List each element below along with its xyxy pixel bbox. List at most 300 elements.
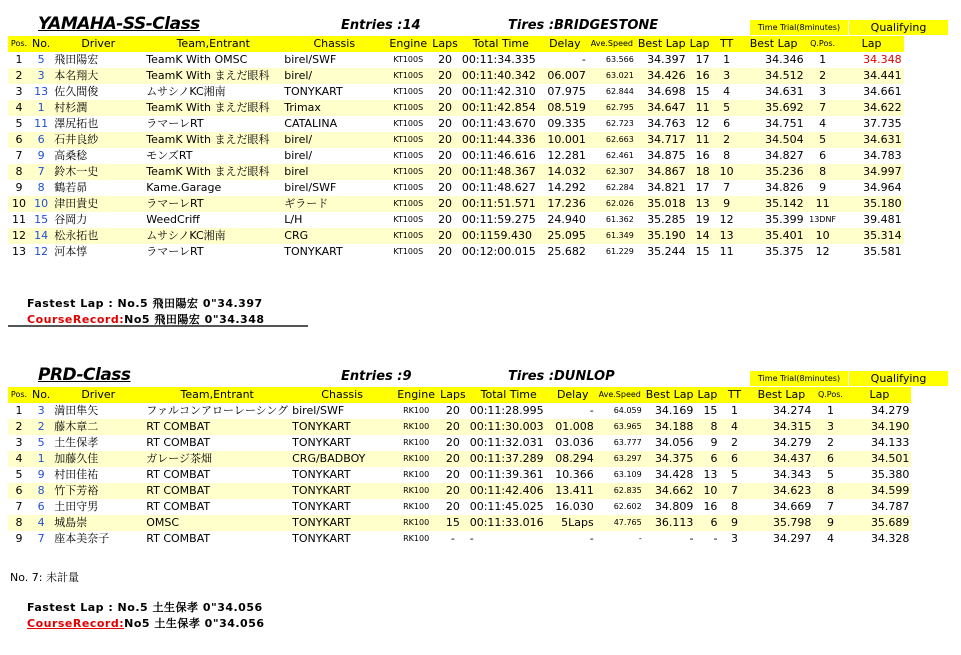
cell-no: 15	[34, 213, 49, 226]
cell-engine: KT100S	[393, 151, 424, 160]
cell-no: 8	[37, 181, 45, 194]
cell-pos: 6	[8, 132, 30, 148]
cell-ave-speed: 62.835	[596, 483, 644, 499]
cell-driver: 土田守男	[54, 500, 99, 513]
cell-engine: KT100S	[393, 55, 424, 64]
cell-lap: 16	[688, 68, 712, 84]
cell-q-pos: 3	[813, 419, 847, 435]
cell-no: 9	[37, 149, 45, 162]
table-row	[8, 515, 911, 531]
cell-lap: 18	[688, 164, 712, 180]
cell-q-pos: 2	[826, 436, 834, 449]
cell-team: TeamK With まえだ眼科	[144, 132, 282, 148]
cell-delay: 08.519	[542, 100, 588, 116]
cell-total-time: 00:11:34.335	[461, 53, 536, 66]
header-driver: Driver	[52, 387, 144, 403]
cell-tt: 1	[730, 404, 738, 417]
cell-engine: RK100	[403, 502, 430, 511]
cell-tt-best-lap: 34.279	[772, 436, 812, 449]
cell-driver: 松永拓也	[52, 228, 144, 244]
cell-team: ガレージ茶畑	[144, 451, 290, 467]
cell-q-pos: 13DNF	[809, 215, 837, 224]
cell-ave-speed: 47.765	[596, 515, 644, 531]
cell-tt: 4	[719, 419, 749, 435]
cell-delay: 07.975	[547, 85, 586, 98]
cell-team: モンズRT	[146, 149, 193, 162]
cell-chassis: birel/SWF	[284, 181, 337, 194]
cell-driver: 鶴若昴	[54, 181, 88, 194]
header-chassis: Chassis	[282, 36, 386, 52]
cell-tt: 6	[719, 451, 749, 467]
table-row	[8, 228, 904, 244]
cell-laps: 20	[430, 68, 460, 84]
cell-ave-speed: 63.566	[605, 55, 634, 64]
header-best-lap: Best Lap	[637, 37, 686, 50]
cell-best-lap: 34.397	[647, 53, 686, 66]
cell-engine: RK100	[394, 483, 438, 499]
header-pos: Pos.	[8, 36, 30, 52]
cell-total-time: 00:11:32.031	[469, 436, 544, 449]
cell-q-pos: 4	[819, 117, 827, 130]
cell-lap: 15	[703, 404, 718, 417]
header-pos: Pos.	[8, 387, 30, 403]
cell-delay: 14.032	[542, 164, 588, 180]
cell-best-lap: -	[689, 532, 694, 545]
cell-no: 1	[30, 451, 52, 467]
cell-lap: 15	[695, 85, 710, 98]
cell-q-lap: 34.661	[863, 85, 902, 98]
cell-ave-speed: 62.602	[613, 502, 642, 511]
cell-no: 3	[37, 404, 45, 417]
cell-team: RT COMBAT	[146, 468, 211, 481]
cell-delay: -	[589, 532, 594, 545]
cell-best-lap: 35.285	[647, 213, 686, 226]
header-best-lap: Best Lap	[645, 388, 694, 401]
prd-entries: Entries :9	[341, 369, 412, 384]
table-row	[8, 100, 904, 116]
cell-pos: 5	[15, 117, 23, 130]
cell-chassis: TONYKART	[290, 515, 394, 531]
cell-best-lap: 34.375	[644, 451, 696, 467]
cell-tt-best-lap: 34.751	[765, 117, 804, 130]
cell-pos: 5	[15, 468, 23, 481]
cell-driver: 土生保孝	[54, 436, 99, 449]
cell-lap: 17	[695, 53, 710, 66]
table-row	[8, 180, 904, 196]
cell-laps: 20	[438, 451, 468, 467]
cell-q-pos: 6	[819, 149, 827, 162]
cell-pos: 2	[8, 68, 30, 84]
table-row	[8, 132, 904, 148]
cell-tt: 2	[730, 436, 738, 449]
cell-laps: 20	[430, 196, 460, 212]
cell-driver: 座本美奈子	[54, 532, 110, 545]
header-engine: Engine	[386, 36, 430, 52]
cell-driver: 澤尻拓也	[54, 117, 99, 130]
ss-fastest-lap: Fastest Lap : No.5 飛田陽宏 0"34.397	[27, 297, 263, 310]
cell-best-lap: 35.244	[647, 245, 686, 258]
cell-driver: 谷岡力	[54, 213, 88, 226]
cell-engine: KT100S	[386, 164, 430, 180]
cell-laps: 20	[430, 100, 460, 116]
cell-ave-speed: 63.109	[613, 470, 642, 479]
header-chassis: Chassis	[290, 387, 394, 403]
cell-pos: 1	[15, 53, 23, 66]
cell-laps: 20	[438, 181, 453, 194]
cell-pos: 11	[12, 213, 26, 226]
cell-tt-best-lap: 34.623	[749, 483, 813, 499]
table-row	[8, 196, 904, 212]
cell-driver: 石井良紗	[52, 132, 144, 148]
cell-tt: 1	[723, 53, 731, 66]
cell-ave-speed: 61.349	[588, 228, 636, 244]
cell-tt-best-lap: 34.826	[765, 181, 804, 194]
cell-pos: 1	[15, 404, 23, 417]
table-row	[8, 68, 904, 84]
cell-lap: -	[713, 532, 718, 545]
cell-best-lap: 34.698	[647, 85, 686, 98]
cell-pos: 2	[8, 419, 30, 435]
header-engine: Engine	[394, 387, 438, 403]
cell-team: TeamK With まえだ眼科	[144, 100, 282, 116]
cell-chassis: TONYKART	[292, 436, 351, 449]
header-ave-speed: Ave.Speed	[588, 36, 636, 52]
cell-tt-best-lap: 35.798	[749, 515, 813, 531]
cell-driver: 高桑稔	[54, 149, 88, 162]
cell-pos: 8	[8, 515, 30, 531]
cell-engine: RK100	[403, 438, 430, 447]
prd-results-table	[8, 387, 911, 547]
cell-delay: -	[589, 404, 594, 417]
cell-delay: 24.940	[547, 213, 586, 226]
cell-no: 11	[34, 117, 49, 130]
cell-ave-speed: 62.663	[588, 132, 636, 148]
cell-engine: KT100S	[386, 68, 430, 84]
cell-team: TeamK With まえだ眼科	[144, 164, 282, 180]
cell-tt: 7	[723, 181, 731, 194]
cell-tt-best-lap: 34.631	[765, 85, 804, 98]
cell-q-pos: 9	[819, 181, 827, 194]
cell-tt-best-lap: 35.236	[742, 164, 806, 180]
cell-ave-speed: 64.059	[613, 406, 642, 415]
cell-ave-speed: 62.284	[605, 183, 634, 192]
prd-course-record	[27, 615, 265, 631]
cell-delay: 14.292	[547, 181, 586, 194]
cell-tt-best-lap: 34.315	[749, 419, 813, 435]
cell-chassis: birel	[282, 164, 386, 180]
prd-note: No. 7: 未計量	[10, 571, 79, 584]
header-tt-best-lap: Best Lap	[749, 387, 813, 403]
header-no: No.	[32, 388, 51, 401]
table-row	[8, 419, 911, 435]
cell-delay: 12.281	[547, 149, 586, 162]
cell-best-lap: 34.763	[647, 117, 686, 130]
cell-laps: 20	[445, 468, 460, 481]
cell-chassis: TONYKART	[284, 245, 343, 258]
ss-time-trial-header: Time Trial(8minutes)	[750, 20, 848, 35]
cell-q-lap: 34.599	[847, 483, 911, 499]
cell-chassis: TONYKART	[292, 468, 351, 481]
cell-q-lap: 35.380	[870, 468, 910, 481]
cell-lap: 13	[688, 196, 712, 212]
cell-driver: 藤木章二	[52, 419, 144, 435]
cell-best-lap: 34.809	[654, 500, 694, 513]
cell-ave-speed: 62.844	[605, 87, 634, 96]
cell-chassis: L/H	[284, 213, 303, 226]
cell-total-time: 00:11:28.995	[469, 404, 544, 417]
cell-q-lap: 34.997	[840, 164, 904, 180]
cell-laps: 20	[438, 213, 453, 226]
cell-tt-best-lap: 35.401	[742, 228, 806, 244]
cell-engine: RK100	[394, 419, 438, 435]
cell-team: RT COMBAT	[144, 483, 290, 499]
cell-no: 1	[30, 100, 52, 116]
cell-engine: KT100S	[386, 228, 430, 244]
cell-lap: 16	[695, 149, 710, 162]
cell-delay: 01.008	[550, 419, 596, 435]
cell-best-lap: 36.113	[644, 515, 696, 531]
header-team: Team,Entrant	[144, 387, 290, 403]
cell-tt: 7	[719, 483, 749, 499]
cell-chassis: CATALINA	[284, 117, 338, 130]
cell-no: 9	[37, 468, 45, 481]
cell-ave-speed: 61.229	[605, 247, 634, 256]
cell-delay: 10.001	[542, 132, 588, 148]
cell-driver: 村田佳祐	[54, 468, 99, 481]
cell-no: 12	[34, 245, 49, 258]
header-no: No.	[32, 37, 51, 50]
prd-course-record-label: CourseRecord:	[27, 617, 125, 630]
cell-chassis: birel/	[282, 68, 386, 84]
cell-engine: KT100S	[386, 100, 430, 116]
cell-q-pos: 3	[819, 85, 827, 98]
cell-total-time: 00:11:48.367	[460, 164, 542, 180]
table-row	[8, 212, 904, 228]
cell-lap: 8	[695, 419, 719, 435]
cell-q-lap: 34.441	[840, 68, 904, 84]
cell-tt-best-lap: 35.142	[742, 196, 806, 212]
header-q-lap: Lap	[840, 36, 904, 52]
cell-total-time: 00:1159.430	[460, 228, 542, 244]
cell-tt: 12	[719, 213, 734, 226]
cell-laps: 20	[438, 149, 453, 162]
cell-total-time: 00:11:33.016	[468, 515, 550, 531]
prd-class-title: PRD-Class	[38, 365, 131, 385]
cell-pos: 6	[8, 483, 30, 499]
cell-no: 10	[30, 196, 52, 212]
cell-engine: RK100	[403, 406, 430, 415]
cell-total-time: 00:11:39.361	[469, 468, 544, 481]
cell-ave-speed: -	[638, 534, 642, 543]
cell-q-lap: 37.735	[863, 117, 902, 130]
cell-no: 7	[30, 164, 52, 180]
cell-q-pos: 7	[826, 500, 834, 513]
cell-q-lap: 34.190	[847, 419, 911, 435]
cell-chassis: CRG	[282, 228, 386, 244]
header-lap: Lap	[695, 387, 719, 403]
cell-q-lap: 34.133	[870, 436, 910, 449]
header-delay: Delay	[550, 387, 596, 403]
cell-tt-best-lap: 34.437	[749, 451, 813, 467]
cell-q-lap: 34.783	[863, 149, 902, 162]
cell-q-pos: 5	[806, 132, 840, 148]
cell-tt-best-lap: 34.297	[772, 532, 812, 545]
cell-team: TeamK With まえだ眼科	[144, 68, 282, 84]
cell-ave-speed: 62.795	[588, 100, 636, 116]
cell-total-time: 00:11:40.342	[460, 68, 542, 84]
cell-engine: KT100S	[393, 183, 424, 192]
cell-tt: 9	[712, 196, 742, 212]
cell-no: 4	[30, 515, 52, 531]
cell-delay: 25.095	[542, 228, 588, 244]
cell-q-lap: 34.964	[863, 181, 902, 194]
cell-tt: 2	[712, 132, 742, 148]
cell-total-time: -	[469, 532, 474, 545]
cell-laps: 20	[430, 164, 460, 180]
cell-tt: 8	[723, 149, 731, 162]
cell-team: TeamK With OMSC	[146, 53, 248, 66]
cell-laps: 20	[430, 132, 460, 148]
cell-lap: 19	[695, 213, 710, 226]
prd-qualifying-header: Qualifying	[849, 371, 948, 386]
cell-team: ラマーレRT	[146, 117, 204, 130]
cell-q-lap: 35.314	[840, 228, 904, 244]
cell-no: 7	[37, 532, 45, 545]
ss-class-title: YAMAHA-SS-Class	[38, 14, 200, 34]
cell-laps: -	[450, 532, 455, 545]
cell-delay: 03.036	[555, 436, 594, 449]
cell-tt-best-lap: 35.399	[765, 213, 804, 226]
cell-q-lap: 35.689	[847, 515, 911, 531]
cell-laps: 20	[438, 419, 468, 435]
cell-ave-speed: 63.965	[596, 419, 644, 435]
cell-delay: -	[581, 53, 586, 66]
prd-fastest-lap: Fastest Lap : No.5 土生保孝 0"34.056	[27, 601, 263, 614]
cell-delay: 13.411	[550, 483, 596, 499]
cell-lap: 12	[695, 117, 710, 130]
cell-laps: 20	[430, 228, 460, 244]
cell-team: ムサシノKC湘南	[144, 228, 282, 244]
cell-delay: 25.682	[547, 245, 586, 258]
cell-q-pos: 6	[813, 451, 847, 467]
cell-laps: 20	[438, 53, 453, 66]
cell-total-time: 00:11:46.616	[461, 149, 536, 162]
cell-pos: 9	[15, 181, 23, 194]
cell-tt: 11	[719, 245, 734, 258]
cell-driver: 津田貴史	[52, 196, 144, 212]
ss-course-record-label: CourseRecord:	[27, 313, 125, 326]
cell-total-time: 00:11:42.310	[461, 85, 536, 98]
table-row	[8, 531, 911, 547]
cell-tt-best-lap: 34.512	[742, 68, 806, 84]
header-lap: Lap	[688, 36, 712, 52]
cell-laps: 20	[438, 117, 453, 130]
header-total-time: Total Time	[468, 387, 550, 403]
ss-entries: Entries :14	[341, 18, 421, 33]
cell-total-time: 00:11:42.854	[460, 100, 542, 116]
cell-q-pos: 12	[815, 245, 830, 258]
cell-chassis: TONYKART	[292, 532, 351, 545]
cell-driver: 城島崇	[52, 515, 144, 531]
cell-driver: 満田隼矢	[54, 404, 99, 417]
header-q-lap: Lap	[847, 387, 911, 403]
cell-team: RT COMBAT	[146, 532, 211, 545]
cell-delay: 10.366	[555, 468, 594, 481]
cell-best-lap: 35.190	[636, 228, 688, 244]
cell-lap: 6	[695, 451, 719, 467]
cell-driver: 本名翔大	[52, 68, 144, 84]
cell-lap: 10	[695, 483, 719, 499]
cell-tt-best-lap: 34.346	[765, 53, 804, 66]
cell-engine: KT100S	[393, 215, 424, 224]
cell-no: 2	[30, 419, 52, 435]
cell-lap: 6	[695, 515, 719, 531]
cell-engine: KT100S	[386, 132, 430, 148]
cell-engine: KT100S	[393, 119, 424, 128]
cell-q-pos: 1	[826, 404, 834, 417]
header-tt: TT	[712, 36, 742, 52]
cell-team: ファルコンアローレーシング	[146, 404, 289, 417]
cell-lap: 11	[688, 132, 712, 148]
cell-best-lap: 34.867	[636, 164, 688, 180]
cell-pos: 13	[12, 245, 26, 258]
cell-team: ラマーレRT	[146, 245, 204, 258]
cell-q-pos: 7	[806, 100, 840, 116]
cell-tt-best-lap: 34.343	[772, 468, 812, 481]
cell-no: 13	[34, 85, 49, 98]
header-tt-best-lap: Best Lap	[742, 36, 806, 52]
cell-chassis: birel/SWF	[292, 404, 345, 417]
cell-tt: 8	[730, 500, 738, 513]
cell-q-pos: 8	[806, 164, 840, 180]
cell-pos: 4	[8, 100, 30, 116]
cell-team: ラマーレRT	[144, 196, 282, 212]
cell-lap: 11	[688, 100, 712, 116]
cell-tt-best-lap: 34.669	[772, 500, 812, 513]
cell-q-pos: 9	[813, 515, 847, 531]
table-row	[8, 435, 911, 451]
cell-lap: 17	[695, 181, 710, 194]
cell-laps: 20	[438, 85, 453, 98]
cell-ave-speed: 62.723	[605, 119, 634, 128]
cell-pos: 12	[8, 228, 30, 244]
cell-delay: 17.236	[542, 196, 588, 212]
cell-team: RT COMBAT	[146, 500, 211, 513]
cell-laps: 15	[438, 515, 468, 531]
cell-chassis: CRG/BADBOY	[290, 451, 394, 467]
cell-q-lap: 34.631	[840, 132, 904, 148]
cell-q-lap: 34.328	[870, 532, 910, 545]
header-tt: TT	[719, 387, 749, 403]
cell-tt: 5	[730, 468, 738, 481]
cell-q-lap: 34.787	[870, 500, 910, 513]
header-delay: Delay	[542, 36, 588, 52]
cell-engine: KT100S	[386, 196, 430, 212]
cell-team: WeedCriff	[146, 213, 200, 226]
cell-tt: 6	[723, 117, 731, 130]
prd-course-record-value: No5 土生保孝 0"34.056	[124, 617, 265, 630]
table-row	[8, 483, 911, 499]
cell-team: ムサシノKC湘南	[146, 85, 226, 98]
header-driver: Driver	[52, 36, 144, 52]
cell-team: RT COMBAT	[144, 419, 290, 435]
ss-tires: Tires :BRIDGESTONE	[508, 18, 659, 33]
cell-best-lap: 35.018	[636, 196, 688, 212]
cell-driver: 河本惇	[54, 245, 88, 258]
cell-q-pos: 8	[813, 483, 847, 499]
cell-best-lap: 34.662	[644, 483, 696, 499]
cell-chassis: ギラード	[282, 196, 386, 212]
